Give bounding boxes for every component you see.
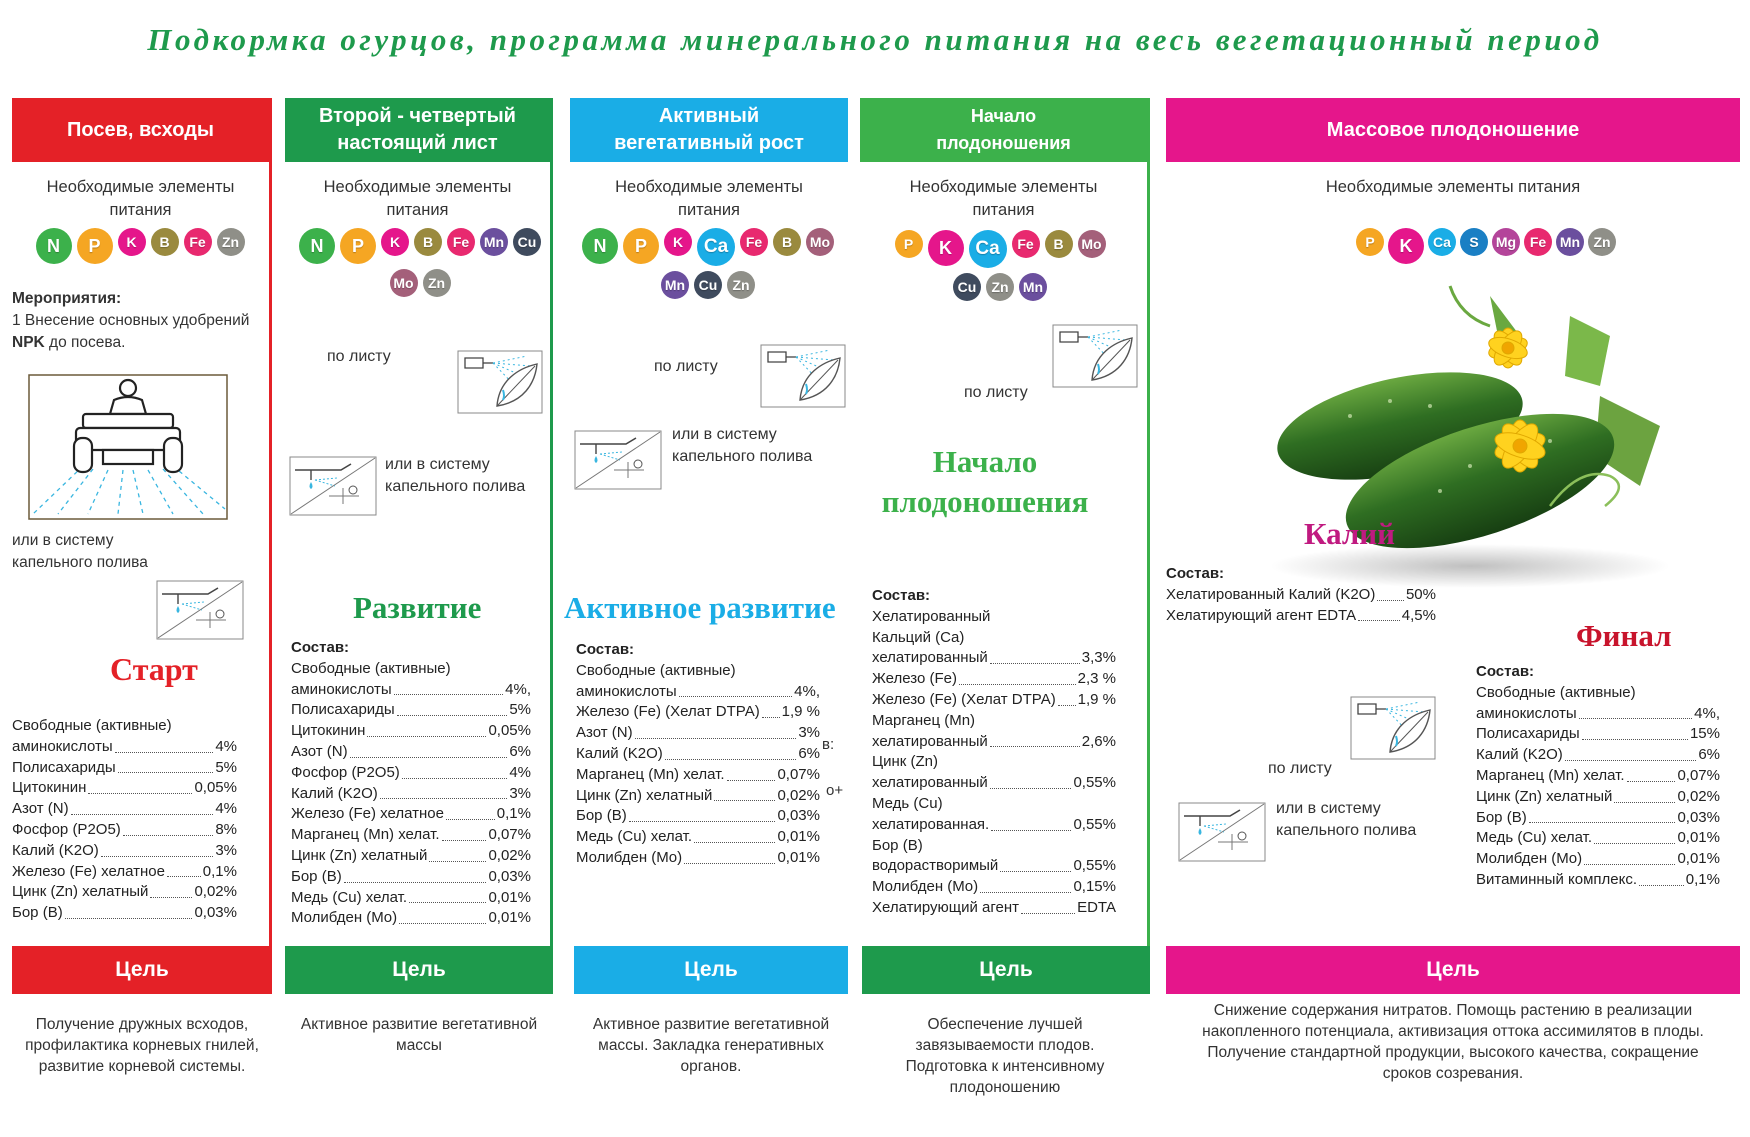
element-zn-icon: Zn <box>1588 228 1616 256</box>
stage-column-mass-fruiting <box>1166 98 1740 993</box>
needed-elements-label: Необходимые элементы питания <box>323 178 512 219</box>
composition-row: Цинк (Zn) хелатный 0,02% <box>576 786 820 804</box>
composition-row: водорастворимый 0,55% <box>872 857 1116 875</box>
element-mn-icon: Mn <box>1019 273 1047 301</box>
element-mn-icon: Mn <box>1556 228 1584 256</box>
stage-name: Старт <box>110 651 198 687</box>
element-p-icon: P <box>340 228 376 264</box>
composition-row: Хелатирующий агент EDTA <box>872 898 1116 916</box>
leaf-label: по листу <box>654 358 718 375</box>
composition-row: Бор (B) 0,03% <box>576 807 820 825</box>
composition-row: аминокислоты 4%, <box>576 682 820 700</box>
composition-row: Бор (B) 0,03% <box>1476 808 1720 826</box>
composition-row: Молибден (Mo) 0,01% <box>1476 850 1720 868</box>
element-fe-icon: Fe <box>447 228 475 256</box>
composition-list <box>12 716 237 924</box>
drip-label: или в систему капельного полива <box>1276 800 1417 839</box>
composition-row: Кальций (Ca) <box>872 628 965 646</box>
stage-column-true-leaf <box>285 98 553 993</box>
element-b-icon: B <box>414 228 442 256</box>
element-fe-icon: Fe <box>1012 230 1040 258</box>
needed-elements-label: Необходимые элементы питания <box>46 178 235 219</box>
stage-column-vegetative <box>564 98 848 993</box>
element-fe-icon: Fe <box>184 228 212 256</box>
composition-row: хелатированный 3,3% <box>872 649 1116 667</box>
composition-row: Свободные (активные) <box>1476 683 1636 701</box>
composition-row: Цинк (Zn) <box>872 753 938 771</box>
composition-row: Цинк (Zn) хелатный 0,02% <box>291 846 531 864</box>
element-k-icon: K <box>928 230 964 266</box>
composition-row: Медь (Cu) хелат. 0,01% <box>576 828 820 846</box>
page-title: Подкормка огурцов, программа минерального питания на весь вегетационный период <box>147 22 1603 57</box>
element-zn-icon: Zn <box>727 271 755 299</box>
element-cu-icon: Cu <box>953 273 981 301</box>
composition-row: Азот (N) 3% <box>576 724 820 742</box>
element-ca-icon: Ca <box>697 228 735 266</box>
element-circles <box>1336 228 1636 264</box>
composition-row: Полисахариды 5% <box>291 701 531 719</box>
composition-row: Хелатированный Калий (K2O) 50% <box>1166 585 1436 603</box>
composition-row: Калий (K2O) 3% <box>12 841 237 859</box>
drip-label: или в систему капельного полива <box>672 426 813 465</box>
element-n-icon: N <box>36 228 72 264</box>
goal-text: Активное развитие вегетативной массы <box>300 1016 538 1054</box>
leaf-label: по листу <box>1268 760 1332 777</box>
element-k-icon: K <box>1388 228 1424 264</box>
stage-name: Финал <box>1576 618 1672 653</box>
goal-text: Активное развитие вегетативной массы. Закладка генеративных органов. <box>592 1016 830 1075</box>
element-ca-icon: Ca <box>969 230 1007 268</box>
stage-name: Начало плодоношения <box>881 444 1089 519</box>
leaf-label: по листу <box>327 348 391 365</box>
composition-row: Калий (K2O) 6% <box>576 744 820 762</box>
composition-row: Хелатирующий агент EDTA 4,5% <box>1166 606 1436 624</box>
needed-elements-label: Необходимые элементы питания <box>615 178 803 219</box>
composition-row: Калий (K2O) 3% <box>291 784 531 802</box>
element-k-icon: K <box>381 228 409 256</box>
goal-header: Цель <box>12 946 272 994</box>
composition-row: хелатированная. 0,55% <box>872 815 1116 833</box>
element-k-icon: K <box>118 228 146 256</box>
element-fe-icon: Fe <box>740 228 768 256</box>
stage-header: Активный вегетативный рост <box>570 98 848 162</box>
leaf-spray-icon <box>1350 696 1436 760</box>
element-k-icon: K <box>664 228 692 256</box>
goal-text: Снижение содержания нитратов. Помощь растению в реализации накопленного потенциала, активизация оттока ассимилятов в плоды. Получение стандартной продукции, высокого качества, сокращение сроков созревания. <box>1202 1002 1704 1082</box>
element-cu-icon: Cu <box>513 228 541 256</box>
element-cu-icon: Cu <box>694 271 722 299</box>
composition-row: Хелатированный <box>872 607 991 625</box>
stage-name: Активное развитие <box>564 590 836 625</box>
leaf-spray-icon <box>457 350 543 414</box>
composition-row: Бор (B) 0,03% <box>12 904 237 922</box>
composition-row: Свободные (активные) <box>291 659 451 677</box>
goal-header: Цель <box>574 946 848 994</box>
measures-block <box>12 288 252 354</box>
element-zn-icon: Zn <box>217 228 245 256</box>
element-circles <box>890 230 1110 301</box>
element-b-icon: B <box>773 228 801 256</box>
composition-title: Состав: <box>291 639 350 656</box>
element-p-icon: P <box>77 228 113 264</box>
stage-header: Второй - четвертый настоящий лист <box>285 98 550 162</box>
composition-row: Железо (Fe) (Хелат DTPA) 1,9 % <box>872 690 1116 708</box>
stray-text: в: <box>822 736 835 753</box>
goal-text: Обеспечение лучшей завязываемости плодов. Подготовка к интенсивному плодоношению <box>905 1016 1105 1096</box>
element-b-icon: B <box>151 228 179 256</box>
composition-row: хелатированный 0,55% <box>872 774 1116 792</box>
element-circles <box>285 228 555 297</box>
element-circles <box>566 228 850 299</box>
composition-row: аминокислоты 4%, <box>1476 704 1720 722</box>
composition-row: Железо (Fe) хелатное 0,1% <box>12 862 237 880</box>
composition-list <box>291 638 531 929</box>
element-zn-icon: Zn <box>986 273 1014 301</box>
element-mo-icon: Mo <box>390 269 418 297</box>
potassium-composition <box>1166 564 1436 626</box>
composition-row: Марганец (Mn) <box>872 711 976 729</box>
composition-title: Состав: <box>1166 565 1225 582</box>
drip-label: или в систему капельного полива <box>12 532 148 571</box>
element-n-icon: N <box>299 228 335 264</box>
tractor-icon <box>28 374 228 520</box>
composition-row: Марганец (Mn) хелат. 0,07% <box>291 826 531 844</box>
composition-row: Железо (Fe) 2,3 % <box>872 670 1116 688</box>
goal-header: Цель <box>1166 946 1740 994</box>
stage-header: Начало плодоношения <box>860 98 1147 162</box>
element-mg-icon: Mg <box>1492 228 1520 256</box>
composition-row: Витаминный комплекс. 0,1% <box>1476 870 1720 888</box>
element-p-icon: P <box>895 230 923 258</box>
composition-row: Свободные (активные) <box>576 661 736 679</box>
composition-row: Медь (Cu) хелат. 0,01% <box>1476 829 1720 847</box>
goal-header: Цель <box>862 946 1150 994</box>
stage-header: Массовое плодоношение <box>1166 98 1740 162</box>
composition-row: Молибден (Mo) 0,01% <box>291 909 531 927</box>
stage-header: Посев, всходы <box>12 98 269 162</box>
composition-row: Цинк (Zn) хелатный 0,02% <box>12 883 237 901</box>
needed-elements-label: Необходимые элементы питания <box>909 178 1098 219</box>
composition-list <box>1476 662 1720 891</box>
composition-row: Железо (Fe) (Хелат DTPA) 1,9 % <box>576 703 820 721</box>
element-b-icon: B <box>1045 230 1073 258</box>
composition-row: Молибден (Mo) 0,15% <box>872 878 1116 896</box>
composition-row: Полисахариды 15% <box>1476 725 1720 743</box>
composition-row: Свободные (активные) <box>12 717 172 734</box>
drip-irrigation-icon <box>289 456 377 516</box>
element-mn-icon: Mn <box>661 271 689 299</box>
measures-title: Мероприятия: <box>12 290 122 307</box>
composition-row: Бор (B) <box>872 836 923 854</box>
goal-header: Цель <box>285 946 553 994</box>
drip-irrigation-icon <box>156 580 244 640</box>
composition-row: Фосфор (P2O5) 8% <box>12 820 237 838</box>
leaf-label: по листу <box>964 384 1028 401</box>
element-mn-icon: Mn <box>480 228 508 256</box>
element-mo-icon: Mo <box>1078 230 1106 258</box>
composition-title: Состав: <box>872 587 931 604</box>
composition-list <box>576 640 820 869</box>
element-circles <box>10 228 270 264</box>
composition-row: аминокислоты 4%, <box>291 680 531 698</box>
composition-list <box>872 586 1116 919</box>
stage-column-fruiting-start <box>860 98 1150 993</box>
element-mo-icon: Mo <box>806 228 834 256</box>
composition-row: Бор (B) 0,03% <box>291 867 531 885</box>
stage-name: Развитие <box>353 590 482 625</box>
composition-row: Цинк (Zn) хелатный 0,02% <box>1476 787 1720 805</box>
measures-text: 1 Внесение основных удобрений NPK до посева. <box>12 312 250 351</box>
composition-row: Железо (Fe) хелатное 0,1% <box>291 805 531 823</box>
needed-elements-label: Необходимые элементы питания <box>1325 178 1581 196</box>
composition-row: Цитокинин 0,05% <box>291 722 531 740</box>
leaf-spray-icon <box>1052 324 1138 388</box>
composition-row: Марганец (Mn) хелат. 0,07% <box>576 765 820 783</box>
composition-row: Марганец (Mn) хелат. 0,07% <box>1476 766 1720 784</box>
element-n-icon: N <box>582 228 618 264</box>
potassium-name: Калий <box>1304 516 1395 551</box>
composition-row: хелатированный 2,6% <box>872 732 1116 750</box>
element-p-icon: P <box>1356 228 1384 256</box>
composition-row: аминокислоты 4% <box>12 737 237 755</box>
element-s-icon: S <box>1460 228 1488 256</box>
element-zn-icon: Zn <box>423 269 451 297</box>
stage-column-sowing <box>12 98 272 993</box>
stray-text: о+ <box>826 782 844 799</box>
composition-row: Цитокинин 0,05% <box>12 779 237 797</box>
drip-irrigation-icon <box>574 430 662 490</box>
composition-row: Азот (N) 4% <box>12 800 237 818</box>
composition-row: Молибден (Mo) 0,01% <box>576 848 820 866</box>
goal-text: Получение дружных всходов, профилактика корневых гнилей, развитие корневой системы. <box>25 1016 259 1075</box>
composition-row: Медь (Cu) хелат. 0,01% <box>291 888 531 906</box>
element-ca-icon: Ca <box>1428 228 1456 256</box>
element-fe-icon: Fe <box>1524 228 1552 256</box>
composition-title: Состав: <box>576 641 635 658</box>
composition-title: Состав: <box>1476 663 1535 680</box>
composition-row: Калий (K2O) 6% <box>1476 746 1720 764</box>
composition-row: Полисахариды 5% <box>12 758 237 776</box>
drip-irrigation-icon <box>1178 802 1266 862</box>
composition-row: Азот (N) 6% <box>291 742 531 760</box>
composition-row: Медь (Cu) <box>872 794 943 812</box>
drip-label: или в систему капельного полива <box>385 456 526 495</box>
leaf-spray-icon <box>760 344 846 408</box>
composition-row: Фосфор (P2O5) 4% <box>291 763 531 781</box>
element-p-icon: P <box>623 228 659 264</box>
